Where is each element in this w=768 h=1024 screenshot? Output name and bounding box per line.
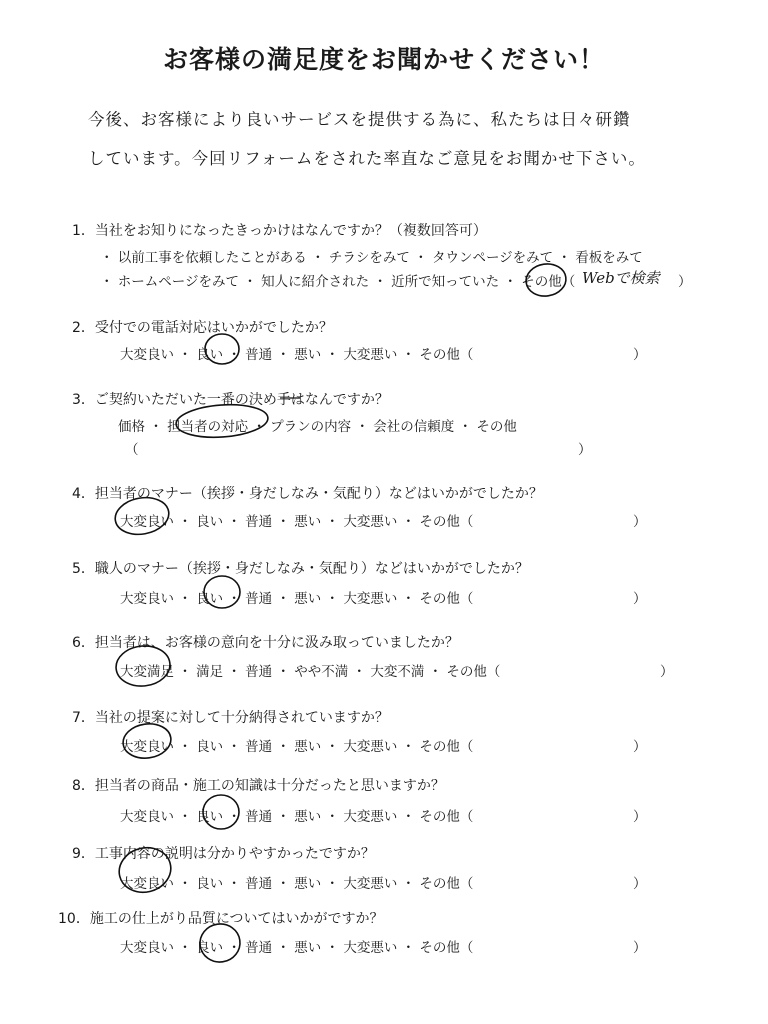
page-title: お客様の満足度をお聞かせください！ bbox=[162, 45, 605, 74]
question-1-options-row-2: ・ ホームページをみて ・ 知人に紹介された ・ 近所で知っていた ・ その他（ bbox=[100, 274, 576, 290]
question-3-open-paren: （ bbox=[125, 442, 139, 458]
question-8: 8．担当者の商品・施工の知識は十分だったと思いますか？ bbox=[72, 778, 445, 794]
question-3: 3．ご契約いただいた一番の決め手はなんですか？ bbox=[72, 392, 389, 408]
question-9-options: 大変良い ・ 良い ・ 普通 ・ 悪い ・ 大変悪い ・ その他（ bbox=[120, 876, 474, 892]
question-6: 6．担当者は、お客様の意向を十分に汲み取っていましたか？ bbox=[72, 635, 459, 651]
question-8-close-paren: ） bbox=[633, 809, 647, 825]
question-10-close-paren: ） bbox=[633, 940, 647, 956]
question-5: 5．職人のマナー（挨拶・身だしなみ・気配り）などはいかがでしたか？ bbox=[72, 561, 529, 577]
question-5-options: 大変良い ・ 良い ・ 普通 ・ 悪い ・ 大変悪い ・ その他（ bbox=[120, 591, 474, 607]
question-7: 7．当社の提案に対して十分納得されていますか？ bbox=[72, 710, 389, 726]
question-9: 9．工事内容の説明は分かりやすかったですか？ bbox=[72, 846, 375, 862]
question-4-options: 大変良い ・ 良い ・ 普通 ・ 悪い ・ 大変悪い ・ その他（ bbox=[120, 514, 474, 530]
question-7-close-paren: ） bbox=[633, 739, 647, 755]
question-1-close-paren: ） bbox=[678, 274, 692, 290]
question-9-close-paren: ） bbox=[633, 876, 647, 892]
question-4-close-paren: ） bbox=[633, 514, 647, 530]
question-6-close-paren: ） bbox=[660, 664, 674, 680]
question-7-options: 大変良い ・ 良い ・ 普通 ・ 悪い ・ 大変悪い ・ その他（ bbox=[120, 739, 474, 755]
question-2-options: 大変良い ・ 良い ・ 普通 ・ 悪い ・ 大変悪い ・ その他（ bbox=[120, 347, 474, 363]
question-3-options: 価格 ・ 担当者の対応 ・ プランの内容 ・ 会社の信頼度 ・ その他 bbox=[118, 419, 517, 435]
question-4: 4．担当者のマナー（挨拶・身だしなみ・気配り）などはいかがでしたか？ bbox=[72, 486, 543, 502]
question-6-options: 大変満足 ・ 満足 ・ 普通 ・ やや不満 ・ 大変不満 ・ その他（ bbox=[120, 664, 501, 680]
question-10-options: 大変良い ・ 良い ・ 普通 ・ 悪い ・ 大変悪い ・ その他（ bbox=[120, 940, 474, 956]
question-1: 1．当社をお知りになったきっかけはなんですか？（複数回答可） bbox=[72, 223, 487, 239]
question-5-close-paren: ） bbox=[633, 591, 647, 607]
question-10: 10．施工の仕上がり品質についてはいかがですか？ bbox=[58, 911, 384, 927]
intro-line-2: しています。今回リフォームをされた率直なご意見をお聞かせ下さい。 bbox=[88, 149, 646, 168]
intro-line-1: 今後、お客様により良いサービスを提供する為に、私たちは日々研鑽 bbox=[88, 110, 631, 129]
question-1-options-row-1: ・ 以前工事を依頼したことがある ・ チラシをみて ・ タウンページをみて ・ 看板をみて bbox=[100, 250, 643, 266]
question-3-close-paren: ） bbox=[578, 442, 592, 458]
question-1-handwritten-answer: Webで検索 bbox=[582, 269, 660, 287]
question-8-options: 大変良い ・ 良い ・ 普通 ・ 悪い ・ 大変悪い ・ その他（ bbox=[120, 809, 474, 825]
question-2: 2．受付での電話対応はいかがでしたか？ bbox=[72, 320, 333, 336]
question-2-close-paren: ） bbox=[633, 347, 647, 363]
